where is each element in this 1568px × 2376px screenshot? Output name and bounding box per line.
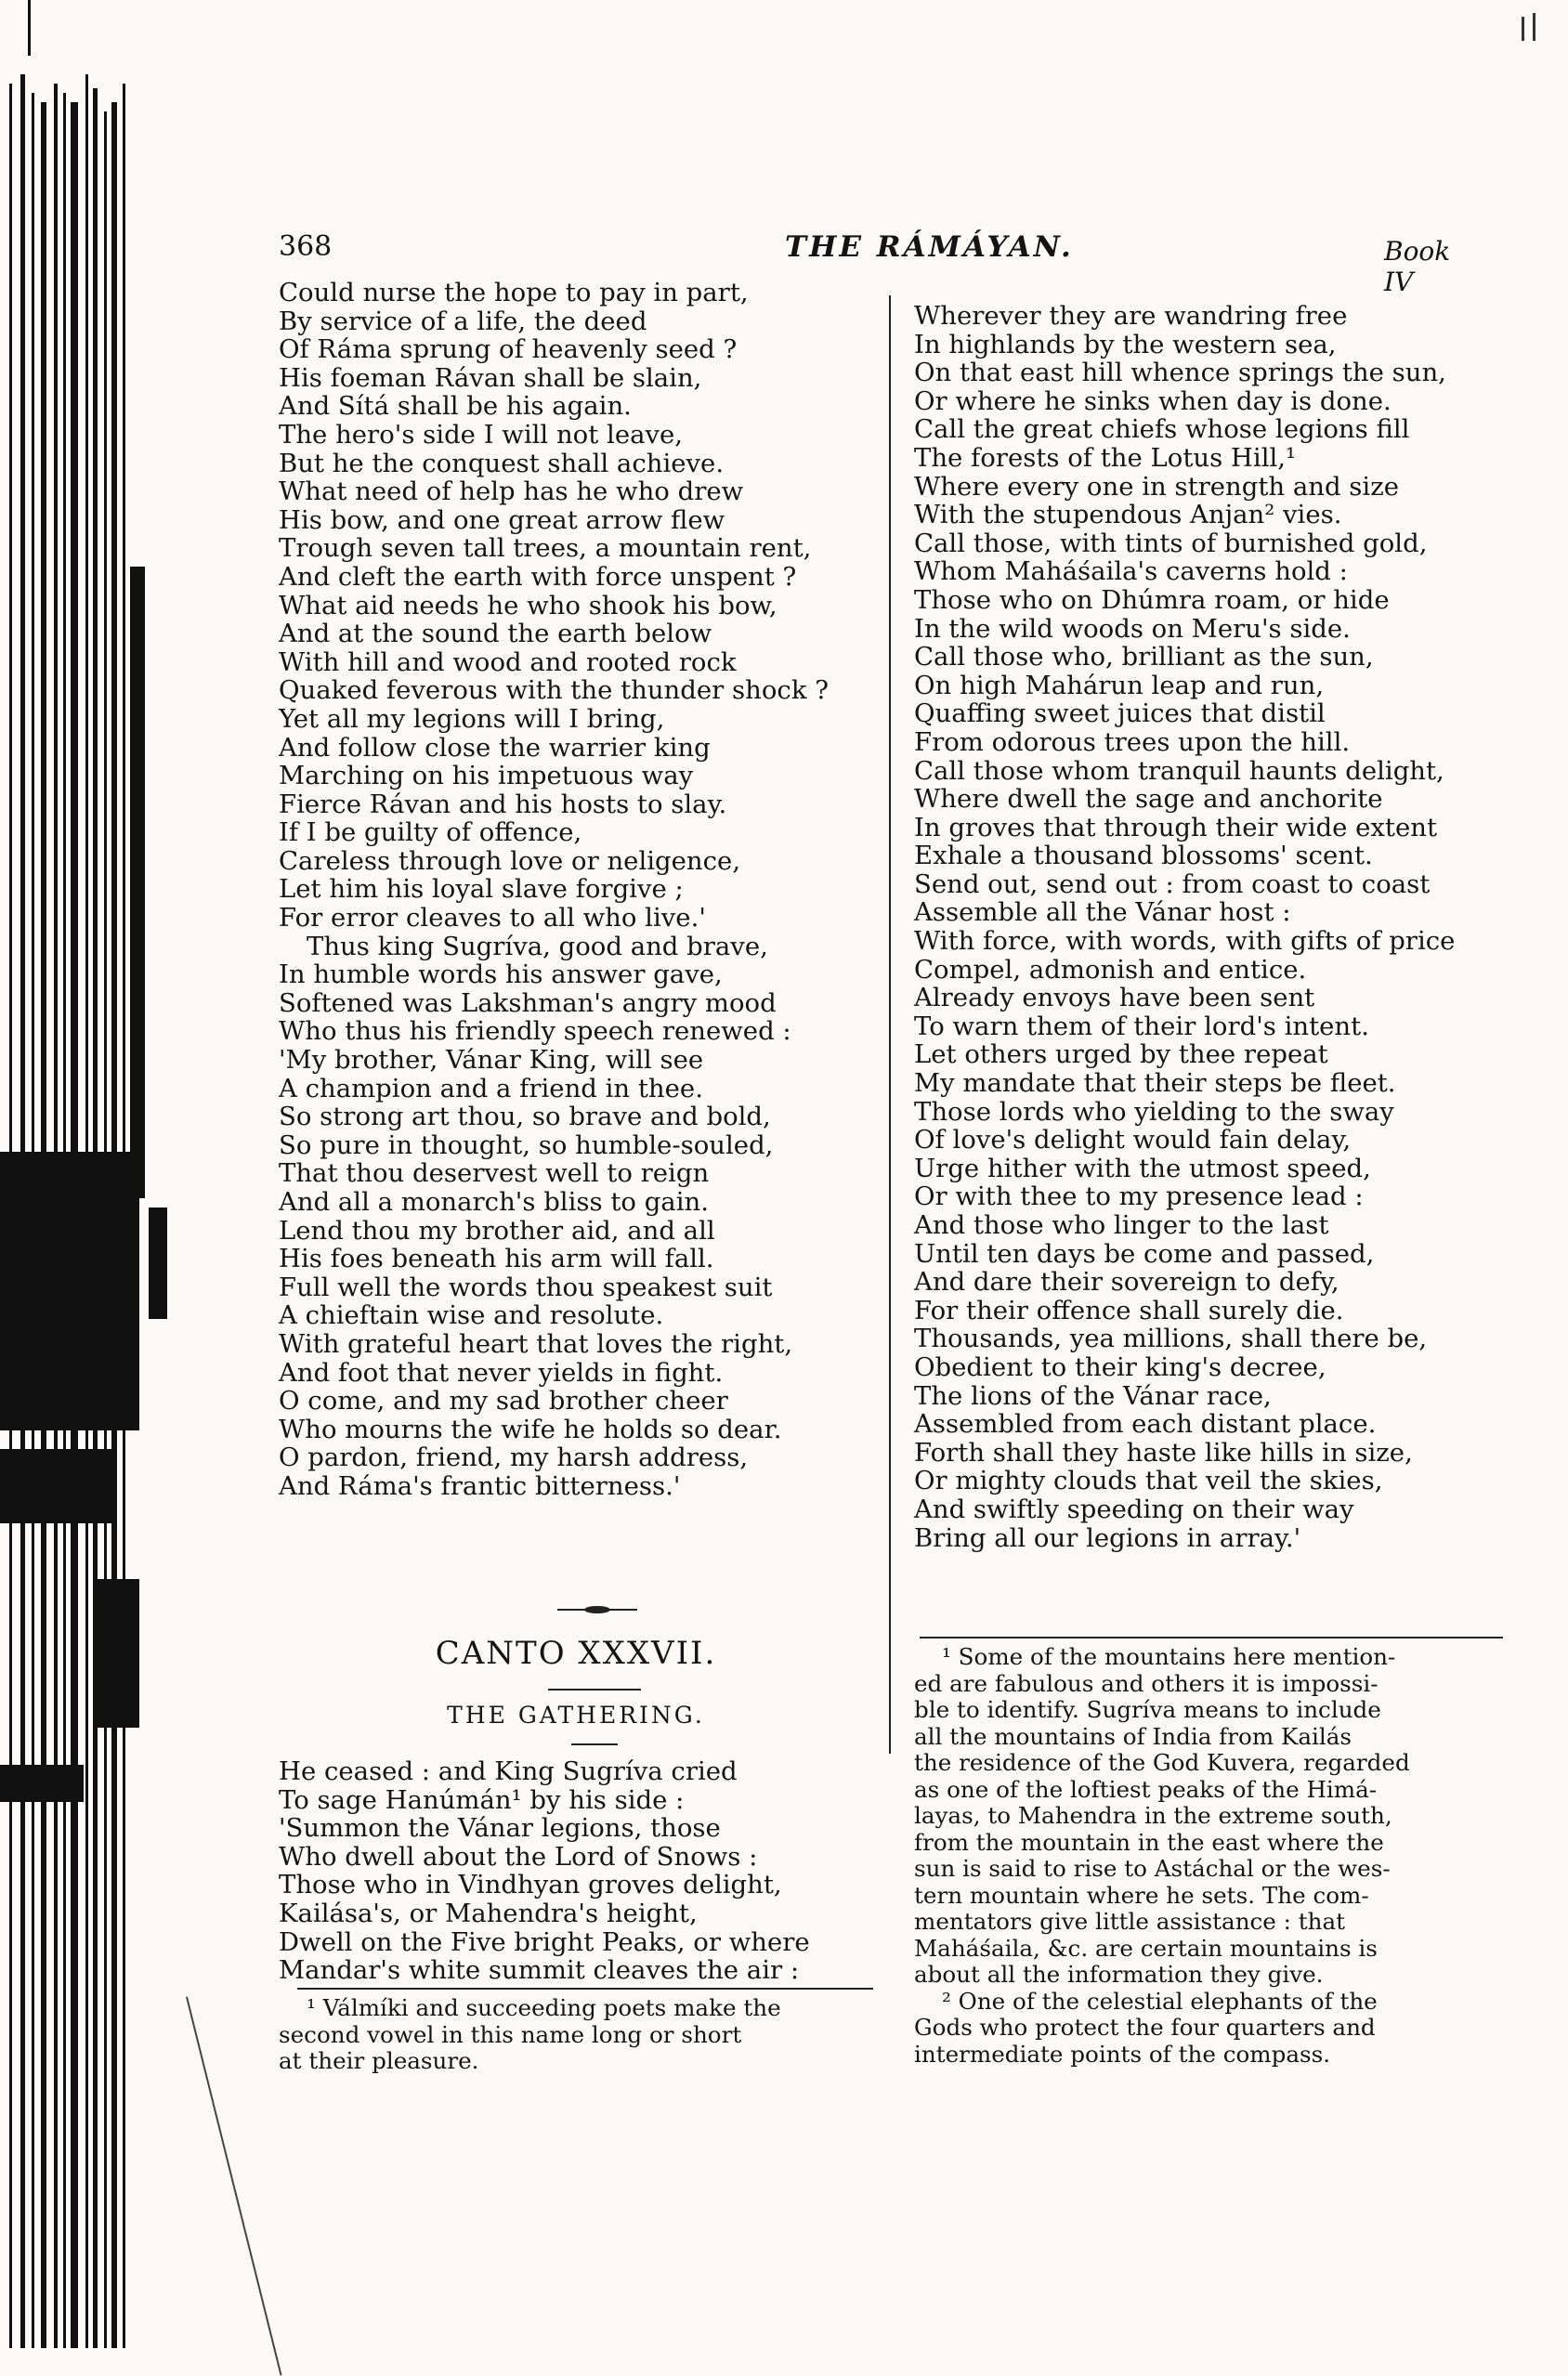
verse-line: Thus king Sugríva, good and brave, xyxy=(307,931,768,961)
verse-line: In humble words his answer gave, xyxy=(279,960,723,990)
verse-line: Compel, admonish and entice. xyxy=(914,954,1307,985)
verse-line: With the stupendous Anjan² vies. xyxy=(914,500,1342,530)
verse-line: tern mountain where he sets. The com- xyxy=(914,1881,1369,1909)
verse-line: Full well the words thou speakest suit xyxy=(279,1272,773,1302)
scan-margin-artifact xyxy=(0,0,214,2348)
right-footnote xyxy=(914,1644,1509,2068)
column-divider xyxy=(889,295,891,1754)
book-label: Book IV xyxy=(1384,236,1451,297)
verse-line: the residence of the God Kuvera, regarded xyxy=(914,1749,1410,1776)
footnote-rule xyxy=(297,1988,873,1990)
verse-line: By service of a life, the deed xyxy=(279,306,647,336)
verse-line: Exhale a thousand blossoms' scent. xyxy=(914,841,1373,871)
verse-line: For their offence shall surely die. xyxy=(914,1295,1344,1325)
verse-line: Of love's delight would fain delay, xyxy=(914,1125,1352,1155)
verse-line: Call those whom tranquil haunts delight, xyxy=(914,755,1444,786)
verse-line: And follow close the warrier king xyxy=(279,732,711,763)
left-footnote xyxy=(279,1995,873,2075)
verse-line: ¹ Válmíki and succeeding poets make the xyxy=(307,1994,781,2021)
verse-line: His foeman Rávan shall be slain, xyxy=(279,362,702,393)
verse-line: And dare their sovereign to defy, xyxy=(914,1267,1339,1298)
verse-line: Kailása's, or Mahendra's height, xyxy=(279,1898,698,1928)
verse-line: And all a monarch's bliss to gain. xyxy=(279,1187,709,1217)
verse-line: Call the great chiefs whose legions fill xyxy=(914,414,1410,445)
verse-line: And at the sound the earth below xyxy=(279,619,712,649)
verse-line: Or with thee to my presence lead : xyxy=(914,1181,1364,1212)
verse-line: Softened was Lakshman's angry mood xyxy=(279,987,777,1018)
verse-line: Wherever they are wandring free xyxy=(914,301,1348,331)
verse-line: A chieftain wise and resolute. xyxy=(279,1300,664,1331)
verse-line: Call those, with tints of burnished gold, xyxy=(914,528,1428,558)
verse-line: Call those who, brilliant as the sun, xyxy=(914,642,1374,672)
verse-line: And foot that never yields in fight. xyxy=(279,1357,724,1388)
verse-line: Careless through love or neligence, xyxy=(279,845,741,876)
verse-line: Where dwell the sage and anchorite xyxy=(914,784,1383,815)
verse-line: Those lords who yielding to the sway xyxy=(914,1096,1394,1127)
verse-line: Quaked feverous with the thunder shock ? xyxy=(279,675,829,706)
verse-line: all the mountains of India from Kailás xyxy=(914,1722,1352,1750)
verse-line: Until ten days be come and passed, xyxy=(914,1238,1375,1269)
verse-line: His foes beneath his arm will fall. xyxy=(279,1244,714,1274)
verse-line: Urge hither with the utmost speed, xyxy=(914,1153,1371,1183)
verse-line: With grateful heart that loves the right, xyxy=(279,1328,793,1359)
verse-line: ed are fabulous and others it is impossi- xyxy=(914,1669,1379,1697)
verse-line: Lend thou my brother aid, and all xyxy=(279,1215,715,1246)
verse-line: ble to identify. Sugríva means to include xyxy=(914,1696,1381,1723)
verse-line: With hill and wood and rooted rock xyxy=(279,646,737,677)
verse-line: Or where he sinks when day is done. xyxy=(914,385,1392,416)
verse-line: ² One of the celestial elephants of the xyxy=(942,1987,1378,2015)
verse-line: Let others urged by thee repeat xyxy=(914,1039,1328,1070)
footnote-rule xyxy=(920,1637,1503,1638)
verse-line: And cleft the earth with force unspent ? xyxy=(279,561,797,592)
running-title: THE RÁMÁYAN. xyxy=(785,230,1074,264)
verse-line: To warn them of their lord's intent. xyxy=(914,1011,1369,1041)
verse-line: about all the information they give. xyxy=(914,1961,1324,1988)
verse-line: On that east hill whence springs the sun, xyxy=(914,358,1446,388)
verse-line: Yet all my legions will I bring, xyxy=(279,703,665,734)
verse-line: And Ráma's frantic bitterness.' xyxy=(279,1470,681,1501)
canto-title: CANTO XXXVII. xyxy=(435,1635,717,1672)
verse-line: Marching on his impetuous way xyxy=(279,761,694,791)
verse-line: Fierce Rávan and his hosts to slay. xyxy=(279,789,727,819)
scan-mark xyxy=(1522,17,1524,41)
verse-line: Who dwell about the Lord of Snows : xyxy=(279,1841,758,1872)
verse-line: His bow, and one great arrow flew xyxy=(279,504,725,535)
verse-line: Quaffing sweet juices that distil xyxy=(914,698,1326,729)
verse-line: Of Ráma sprung of heavenly seed ? xyxy=(279,334,738,365)
verse-line: 'Summon the Vánar legions, those xyxy=(279,1813,721,1844)
verse-line: In the wild woods on Meru's side. xyxy=(914,613,1351,644)
verse-line: Or mighty clouds that veil the skies, xyxy=(914,1466,1383,1496)
verse-line: Forth shall they haste like hills in size, xyxy=(914,1437,1413,1468)
verse-line: ¹ Some of the mountains here mention- xyxy=(942,1643,1396,1670)
verse-line: A champion and a friend in thee. xyxy=(279,1073,703,1103)
verse-line: My mandate that their steps be fleet. xyxy=(914,1068,1396,1099)
canto-subtitle: THE GATHERING. xyxy=(447,1702,705,1729)
verse-line: In highlands by the western sea, xyxy=(914,329,1337,359)
verse-line: mentators give little assistance : that xyxy=(914,1908,1346,1935)
verse-line: That thou deservest well to reign xyxy=(279,1158,710,1189)
verse-line: Who thus his friendly speech renewed : xyxy=(279,1016,791,1047)
verse-line: Trough seven tall trees, a mountain rent, xyxy=(279,533,812,564)
verse-line: For error cleaves to all who live.' xyxy=(279,903,706,933)
verse-line: Whom Maháśaila's caverns hold : xyxy=(914,556,1348,587)
verse-line: 'My brother, Vánar King, will see xyxy=(279,1045,704,1076)
verse-line: O pardon, friend, my harsh address, xyxy=(279,1443,749,1473)
verse-line: From odorous trees upon the hill. xyxy=(914,726,1351,757)
verse-line: And swiftly speeding on their way xyxy=(914,1494,1354,1524)
verse-line: from the mountain in the east where the xyxy=(914,1828,1384,1856)
verse-line: layas, to Mahendra in the extreme south, xyxy=(914,1802,1392,1829)
verse-line: On high Mahárun leap and run, xyxy=(914,670,1325,700)
verse-line: With force, with words, with gifts of price xyxy=(914,926,1456,957)
verse-line: Those who on Dhúmra roam, or hide xyxy=(914,584,1390,615)
verse-line: O come, and my sad brother cheer xyxy=(279,1386,728,1416)
verse-line: What need of help has he who drew xyxy=(279,477,744,507)
verse-line: Bring all our legions in array.' xyxy=(914,1522,1301,1553)
verse-line: Gods who protect the four quarters and xyxy=(914,2014,1376,2041)
verse-line: Let him his loyal slave forgive ; xyxy=(279,874,684,905)
scan-mark xyxy=(1533,13,1535,41)
verse-line: Those who in Vindhyan groves delight, xyxy=(279,1870,782,1900)
verse-line: He ceased : and King Sugríva cried xyxy=(279,1756,738,1786)
verse-line: second vowel in this name long or short xyxy=(279,2020,742,2048)
verse-line: Mandar's white summit cleaves the air : xyxy=(279,1955,800,1986)
verse-line: sun is said to rise to Astáchal or the wes- xyxy=(914,1855,1391,1882)
verse-line: Maháśaila, &c. are certain mountains is xyxy=(914,1934,1378,1962)
verse-line: Assemble all the Vánar host : xyxy=(914,897,1291,928)
verse-line: The lions of the Vánar race, xyxy=(914,1380,1272,1411)
verse-line: The forests of the Lotus Hill,¹ xyxy=(914,442,1297,473)
verse-line: Could nurse the hope to pay in part, xyxy=(279,278,749,307)
canto-verse xyxy=(279,1757,873,1985)
verse-line: Where every one in strength and size xyxy=(914,471,1399,502)
left-column-verse xyxy=(279,279,873,1501)
verse-line: Who mourns the wife he holds so dear. xyxy=(279,1414,782,1444)
verse-line: The hero's side I will not leave, xyxy=(279,419,684,450)
verse-line: What aid needs he who shook his bow, xyxy=(279,590,777,620)
verse-line: as one of the loftiest peaks of the Himá- xyxy=(914,1775,1378,1803)
verse-line: Assembled from each distant place. xyxy=(914,1409,1377,1440)
verse-line: intermediate points of the compass. xyxy=(914,2040,1331,2068)
verse-line: Obedient to their king's decree, xyxy=(914,1351,1326,1382)
right-column-verse xyxy=(914,302,1509,1552)
page-number: 368 xyxy=(279,230,333,263)
verse-line: So pure in thought, so humble-souled, xyxy=(279,1129,774,1160)
subtitle-rule xyxy=(571,1743,618,1745)
verse-line: Thousands, yea millions, shall there be, xyxy=(914,1324,1428,1354)
verse-line: at their pleasure. xyxy=(279,2047,479,2074)
title-rule xyxy=(548,1689,641,1691)
verse-line: To sage Hanúmán¹ by his side : xyxy=(279,1784,685,1815)
verse-line: In groves that through their wide extent xyxy=(914,812,1438,842)
verse-line: Dwell on the Five bright Peaks, or where xyxy=(279,1926,810,1957)
verse-line: If I be guilty of offence, xyxy=(279,817,582,848)
verse-line: Already envoys have been sent xyxy=(914,983,1315,1013)
verse-line: And those who linger to the last xyxy=(914,1210,1329,1240)
verse-line: But he the conquest shall achieve. xyxy=(279,448,725,478)
verse-line: Send out, send out : from coast to coast xyxy=(914,868,1431,899)
verse-line: So strong art thou, so brave and bold, xyxy=(279,1102,771,1132)
ornament-divider xyxy=(557,1603,637,1616)
verse-line: And Sítá shall be his again. xyxy=(279,391,632,422)
